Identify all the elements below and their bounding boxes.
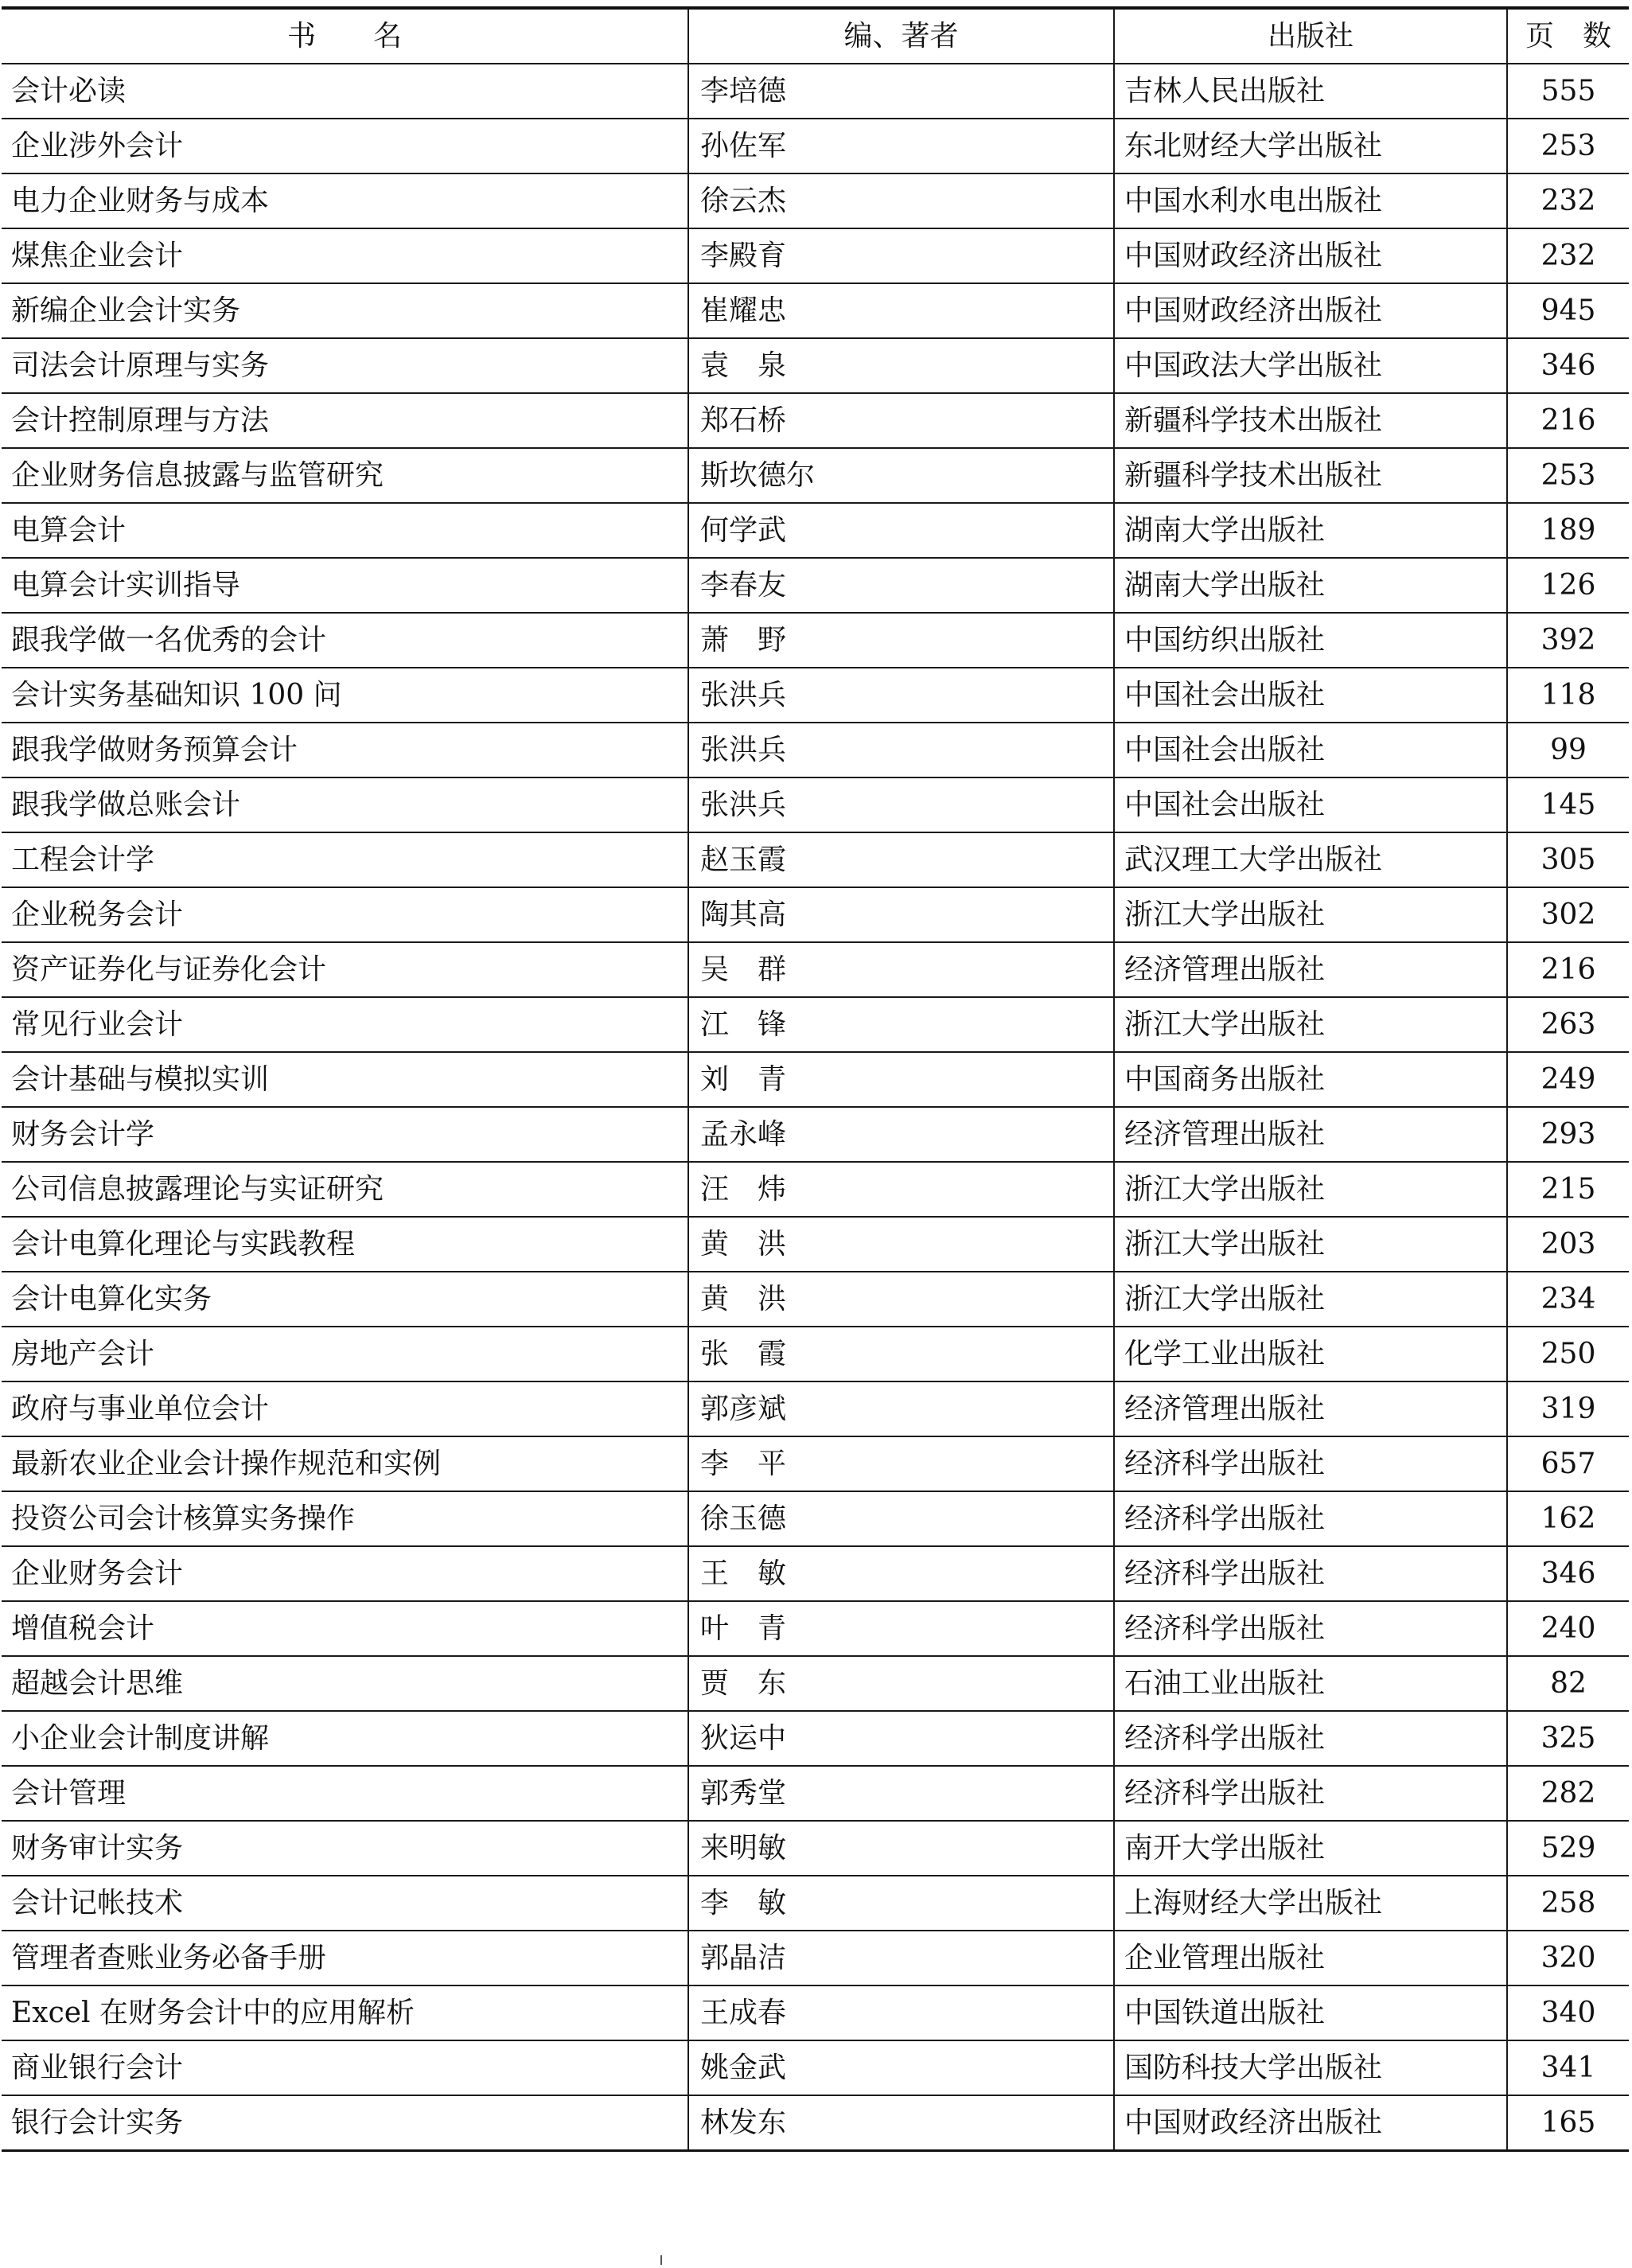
- cell-pages: 325: [1507, 1711, 1629, 1766]
- cell-pages: 203: [1507, 1217, 1629, 1272]
- cell-author: 王成春: [688, 1985, 1114, 2040]
- cell-publisher: 国防科技大学出版社: [1114, 2040, 1507, 2095]
- table-row: [2, 1546, 1629, 1601]
- cell-pages: 340: [1507, 1985, 1629, 2040]
- cell-pages: 216: [1507, 942, 1629, 997]
- cell-title: 资产证券化与证券化会计: [2, 942, 688, 997]
- table-row: [2, 2095, 1629, 2151]
- cell-title: 企业财务信息披露与监管研究: [2, 448, 688, 503]
- cell-title: 电力企业财务与成本: [2, 173, 688, 228]
- cell-author: 陶其高: [688, 887, 1114, 942]
- cell-pages: 529: [1507, 1821, 1629, 1876]
- cell-pages: 302: [1507, 887, 1629, 942]
- cell-publisher: 经济科学出版社: [1114, 1601, 1507, 1656]
- cell-title: 会计管理: [2, 1766, 688, 1821]
- cell-pages: 126: [1507, 558, 1629, 613]
- table-row: [2, 668, 1629, 723]
- cell-author: 郭秀堂: [688, 1766, 1114, 1821]
- cell-publisher: 湖南大学出版社: [1114, 503, 1507, 558]
- cell-author: 李 平: [688, 1436, 1114, 1491]
- cell-publisher: 南开大学出版社: [1114, 1821, 1507, 1876]
- cell-pages: 657: [1507, 1436, 1629, 1491]
- cell-publisher: 中国财政经济出版社: [1114, 228, 1507, 283]
- cell-title: 投资公司会计核算实务操作: [2, 1491, 688, 1546]
- cell-pages: 240: [1507, 1601, 1629, 1656]
- table-row: [2, 1985, 1629, 2040]
- table-row: [2, 283, 1629, 338]
- cell-pages: 346: [1507, 1546, 1629, 1601]
- cell-pages: 99: [1507, 723, 1629, 777]
- cell-author: 来明敏: [688, 1821, 1114, 1876]
- cell-title: 管理者查账业务必备手册: [2, 1931, 688, 1985]
- table-row: [2, 1656, 1629, 1711]
- cell-author: 李殿育: [688, 228, 1114, 283]
- cell-publisher: 中国社会出版社: [1114, 668, 1507, 723]
- cell-title: 企业税务会计: [2, 887, 688, 942]
- header-author: 编、著者: [688, 8, 1114, 64]
- cell-pages: 293: [1507, 1107, 1629, 1162]
- cell-title: 工程会计学: [2, 832, 688, 887]
- cell-author: 孟永峰: [688, 1107, 1114, 1162]
- cell-publisher: 经济科学出版社: [1114, 1711, 1507, 1766]
- cell-pages: 189: [1507, 503, 1629, 558]
- table-row: [2, 1381, 1629, 1436]
- cell-pages: 319: [1507, 1381, 1629, 1436]
- cell-title: 会计控制原理与方法: [2, 393, 688, 448]
- cell-pages: 555: [1507, 64, 1629, 119]
- table-row: [2, 997, 1629, 1052]
- cell-pages: 82: [1507, 1656, 1629, 1711]
- cell-title: 财务审计实务: [2, 1821, 688, 1876]
- cell-publisher: 浙江大学出版社: [1114, 1217, 1507, 1272]
- cell-author: 李 敏: [688, 1876, 1114, 1931]
- table-row: [2, 119, 1629, 173]
- cell-title: 会计基础与模拟实训: [2, 1052, 688, 1107]
- cell-title: 电算会计: [2, 503, 688, 558]
- cell-publisher: 中国政法大学出版社: [1114, 338, 1507, 393]
- cell-publisher: 中国财政经济出版社: [1114, 283, 1507, 338]
- cell-author: 李春友: [688, 558, 1114, 613]
- cell-author: 王 敏: [688, 1546, 1114, 1601]
- cell-pages: 216: [1507, 393, 1629, 448]
- cell-pages: 253: [1507, 448, 1629, 503]
- cell-publisher: 东北财经大学出版社: [1114, 119, 1507, 173]
- cell-publisher: 浙江大学出版社: [1114, 887, 1507, 942]
- table-row: [2, 1491, 1629, 1546]
- header-publisher: 出版社: [1114, 8, 1507, 64]
- table-row: [2, 1272, 1629, 1327]
- cell-title: 银行会计实务: [2, 2095, 688, 2151]
- cell-pages: 263: [1507, 997, 1629, 1052]
- cell-author: 张洪兵: [688, 723, 1114, 777]
- cell-publisher: 武汉理工大学出版社: [1114, 832, 1507, 887]
- cell-author: 刘 青: [688, 1052, 1114, 1107]
- table-row: [2, 448, 1629, 503]
- table-row: [2, 1107, 1629, 1162]
- table-row: [2, 1327, 1629, 1381]
- table-body: [2, 64, 1629, 2151]
- cell-publisher: 化学工业出版社: [1114, 1327, 1507, 1381]
- cell-author: 张 霞: [688, 1327, 1114, 1381]
- cell-title: 司法会计原理与实务: [2, 338, 688, 393]
- table-header: [2, 8, 1629, 64]
- cell-author: 张洪兵: [688, 668, 1114, 723]
- cell-publisher: 上海财经大学出版社: [1114, 1876, 1507, 1931]
- table-row: [2, 558, 1629, 613]
- cell-title: 超越会计思维: [2, 1656, 688, 1711]
- cell-pages: 250: [1507, 1327, 1629, 1381]
- cell-pages: 232: [1507, 228, 1629, 283]
- cell-author: 叶 青: [688, 1601, 1114, 1656]
- cell-publisher: 湖南大学出版社: [1114, 558, 1507, 613]
- table-row: [2, 228, 1629, 283]
- cell-pages: 320: [1507, 1931, 1629, 1985]
- cell-title: 会计电算化实务: [2, 1272, 688, 1327]
- cell-publisher: 经济科学出版社: [1114, 1491, 1507, 1546]
- cell-author: 郭彦斌: [688, 1381, 1114, 1436]
- cell-title: 新编企业会计实务: [2, 283, 688, 338]
- cell-title: 政府与事业单位会计: [2, 1381, 688, 1436]
- cell-publisher: 中国水利水电出版社: [1114, 173, 1507, 228]
- cell-title: 财务会计学: [2, 1107, 688, 1162]
- cell-author: 黄 洪: [688, 1272, 1114, 1327]
- cell-publisher: 中国财政经济出版社: [1114, 2095, 1507, 2151]
- cell-author: 徐玉德: [688, 1491, 1114, 1546]
- cell-author: 崔耀忠: [688, 283, 1114, 338]
- cell-title: 煤焦企业会计: [2, 228, 688, 283]
- cell-author: 斯坎德尔: [688, 448, 1114, 503]
- cell-title: 跟我学做财务预算会计: [2, 723, 688, 777]
- header-row: [2, 8, 1629, 64]
- cell-pages: 392: [1507, 613, 1629, 668]
- table-row: [2, 1162, 1629, 1217]
- cell-publisher: 中国社会出版社: [1114, 777, 1507, 832]
- cell-pages: 165: [1507, 2095, 1629, 2151]
- table-row: [2, 1217, 1629, 1272]
- table-row: [2, 338, 1629, 393]
- cell-publisher: 石油工业出版社: [1114, 1656, 1507, 1711]
- table-row: [2, 723, 1629, 777]
- cell-publisher: 中国商务出版社: [1114, 1052, 1507, 1107]
- cell-publisher: 企业管理出版社: [1114, 1931, 1507, 1985]
- cell-author: 狄运中: [688, 1711, 1114, 1766]
- cell-publisher: 中国铁道出版社: [1114, 1985, 1507, 2040]
- cell-title: 会计必读: [2, 64, 688, 119]
- cell-author: 江 锋: [688, 997, 1114, 1052]
- table-row: [2, 887, 1629, 942]
- table-row: [2, 503, 1629, 558]
- table-row: [2, 777, 1629, 832]
- cell-pages: 118: [1507, 668, 1629, 723]
- cell-author: 林发东: [688, 2095, 1114, 2151]
- cell-title: 最新农业企业会计操作规范和实例: [2, 1436, 688, 1491]
- cell-publisher: 新疆科学技术出版社: [1114, 393, 1507, 448]
- cell-title: 跟我学做一名优秀的会计: [2, 613, 688, 668]
- cell-author: 姚金武: [688, 2040, 1114, 2095]
- cell-title: 会计实务基础知识 100 问: [2, 668, 688, 723]
- cell-title: Excel 在财务会计中的应用解析: [2, 1985, 688, 2040]
- cell-publisher: 经济科学出版社: [1114, 1546, 1507, 1601]
- cell-author: 吴 群: [688, 942, 1114, 997]
- cell-publisher: 吉林人民出版社: [1114, 64, 1507, 119]
- cell-pages: 249: [1507, 1052, 1629, 1107]
- table-row: [2, 1876, 1629, 1931]
- cell-publisher: 浙江大学出版社: [1114, 1162, 1507, 1217]
- cell-title: 房地产会计: [2, 1327, 688, 1381]
- cell-publisher: 经济管理出版社: [1114, 1107, 1507, 1162]
- cell-publisher: 中国社会出版社: [1114, 723, 1507, 777]
- cell-title: 电算会计实训指导: [2, 558, 688, 613]
- table-row: [2, 1766, 1629, 1821]
- cell-pages: 305: [1507, 832, 1629, 887]
- cell-pages: 282: [1507, 1766, 1629, 1821]
- book-list-table: [2, 6, 1629, 2152]
- header-title: 书 名: [2, 8, 688, 64]
- table-row: [2, 1052, 1629, 1107]
- cell-pages: 234: [1507, 1272, 1629, 1327]
- cell-author: 李培德: [688, 64, 1114, 119]
- cell-pages: 253: [1507, 119, 1629, 173]
- table-row: [2, 942, 1629, 997]
- cell-pages: 215: [1507, 1162, 1629, 1217]
- cell-publisher: 经济科学出版社: [1114, 1436, 1507, 1491]
- cell-author: 萧 野: [688, 613, 1114, 668]
- cell-publisher: 新疆科学技术出版社: [1114, 448, 1507, 503]
- cell-publisher: 中国纺织出版社: [1114, 613, 1507, 668]
- cell-title: 企业涉外会计: [2, 119, 688, 173]
- cell-author: 孙佐军: [688, 119, 1114, 173]
- cell-pages: 945: [1507, 283, 1629, 338]
- cell-title: 企业财务会计: [2, 1546, 688, 1601]
- cell-publisher: 浙江大学出版社: [1114, 1272, 1507, 1327]
- page-edge-mark: [660, 2255, 662, 2265]
- cell-author: 袁 泉: [688, 338, 1114, 393]
- cell-title: 会计电算化理论与实践教程: [2, 1217, 688, 1272]
- table-row: [2, 393, 1629, 448]
- table-row: [2, 173, 1629, 228]
- header-pages: 页 数: [1507, 8, 1629, 64]
- table-row: [2, 1821, 1629, 1876]
- cell-pages: 258: [1507, 1876, 1629, 1931]
- cell-title: 小企业会计制度讲解: [2, 1711, 688, 1766]
- cell-pages: 346: [1507, 338, 1629, 393]
- table-row: [2, 1436, 1629, 1491]
- cell-pages: 145: [1507, 777, 1629, 832]
- cell-pages: 232: [1507, 173, 1629, 228]
- cell-author: 黄 洪: [688, 1217, 1114, 1272]
- cell-title: 会计记帐技术: [2, 1876, 688, 1931]
- cell-author: 赵玉霞: [688, 832, 1114, 887]
- cell-author: 张洪兵: [688, 777, 1114, 832]
- table-row: [2, 1931, 1629, 1985]
- cell-publisher: 经济管理出版社: [1114, 942, 1507, 997]
- cell-author: 郭晶洁: [688, 1931, 1114, 1985]
- cell-title: 公司信息披露理论与实证研究: [2, 1162, 688, 1217]
- table-row: [2, 2040, 1629, 2095]
- cell-title: 增值税会计: [2, 1601, 688, 1656]
- cell-title: 商业银行会计: [2, 2040, 688, 2095]
- cell-publisher: 浙江大学出版社: [1114, 997, 1507, 1052]
- table-row: [2, 1711, 1629, 1766]
- cell-author: 郑石桥: [688, 393, 1114, 448]
- table-row: [2, 613, 1629, 668]
- cell-pages: 162: [1507, 1491, 1629, 1546]
- cell-title: 常见行业会计: [2, 997, 688, 1052]
- table-row: [2, 1601, 1629, 1656]
- table-row: [2, 832, 1629, 887]
- table-row: [2, 64, 1629, 119]
- cell-author: 何学武: [688, 503, 1114, 558]
- cell-publisher: 经济科学出版社: [1114, 1766, 1507, 1821]
- cell-author: 贾 东: [688, 1656, 1114, 1711]
- cell-pages: 341: [1507, 2040, 1629, 2095]
- cell-author: 汪 炜: [688, 1162, 1114, 1217]
- cell-publisher: 经济管理出版社: [1114, 1381, 1507, 1436]
- cell-title: 跟我学做总账会计: [2, 777, 688, 832]
- cell-author: 徐云杰: [688, 173, 1114, 228]
